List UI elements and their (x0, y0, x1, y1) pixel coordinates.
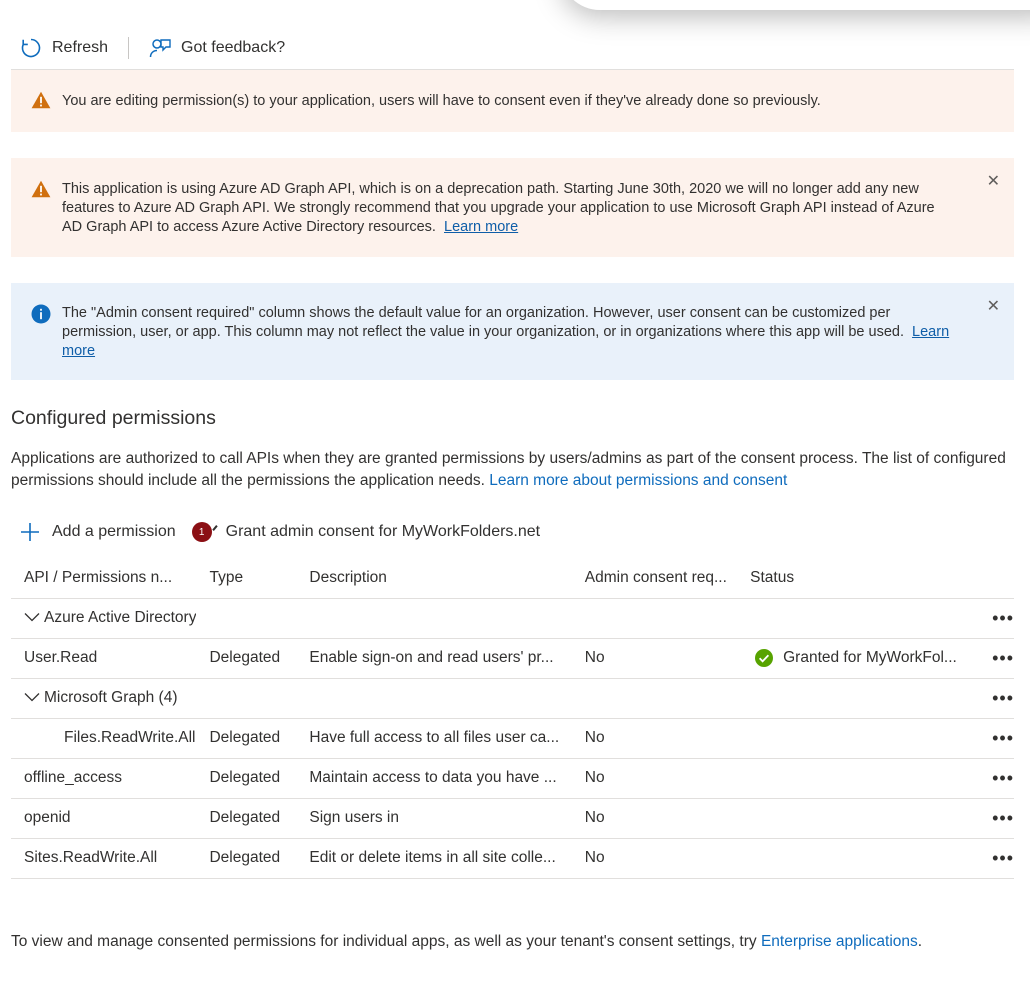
chevron-down-icon (24, 609, 40, 627)
warning-icon (31, 180, 51, 204)
status-text: Granted for MyWorkFol... (783, 649, 957, 666)
column-header-description[interactable]: Description (296, 558, 571, 598)
permission-status (737, 798, 957, 838)
permission-status (737, 758, 957, 798)
permission-type: Delegated (196, 758, 296, 798)
permission-name-link[interactable]: offline_access (11, 758, 196, 798)
table-row (11, 798, 1014, 838)
admin-consent-info-content (62, 304, 954, 361)
permission-name-link[interactable]: Sites.ReadWrite.All (11, 838, 196, 878)
admin-consent-info-banner (11, 283, 1014, 380)
admin-consent-required: No (572, 838, 737, 878)
chevron-down-icon (24, 689, 40, 707)
permission-type: Delegated (196, 798, 296, 838)
info-icon (31, 304, 51, 330)
permissions-table (11, 558, 1014, 879)
footer-period: . (917, 933, 923, 950)
check-circle-icon (755, 649, 773, 667)
footer-note (11, 933, 922, 951)
editing-warning-banner (11, 70, 1014, 132)
column-header-type[interactable]: Type (196, 558, 296, 598)
group-name: Microsoft Graph (4) (44, 689, 178, 707)
permission-description: Sign users in (296, 798, 571, 838)
admin-consent-required: No (572, 758, 737, 798)
table-row (11, 638, 1014, 678)
feedback-button[interactable] (149, 37, 285, 59)
section-title: Configured permissions (11, 407, 216, 429)
more-options-icon[interactable]: ••• (957, 718, 1014, 758)
panel-shadow (560, 0, 1030, 10)
column-header-admin-consent[interactable]: Admin consent req... (572, 558, 737, 598)
close-icon[interactable]: ✕ (986, 298, 1000, 315)
permission-actions (20, 518, 540, 546)
admin-consent-required: No (572, 638, 737, 678)
deprecation-warning-text: This application is using Azure AD Graph API, which is on a deprecation path. Starting June 30th, 2020 we will no longer add any new features to Azure AD Graph API. We strongly recommend that you upgrade your application to use Microsoft Graph API instead of Azure AD Graph API to access Azure Active Directory resources. (62, 181, 935, 235)
more-options-icon[interactable]: ••• (957, 838, 1014, 878)
feedback-label: Got feedback? (181, 39, 286, 56)
editing-warning-text: You are editing permission(s) to your application, users will have to consent even if they've already done so previously. (62, 93, 821, 109)
column-header-actions (957, 558, 1014, 598)
command-bar (20, 34, 285, 62)
group-row-azure-ad[interactable] (11, 598, 1014, 638)
permissions-learn-more-link[interactable]: Learn more about permissions and consent (489, 472, 788, 489)
permission-description: Maintain access to data you have ... (296, 758, 571, 798)
refresh-button[interactable] (20, 37, 108, 59)
more-options-icon[interactable]: ••• (957, 758, 1014, 798)
add-permission-label: Add a permission (52, 523, 176, 540)
enterprise-applications-link[interactable]: Enterprise applications (760, 933, 918, 950)
permission-description: Enable sign-on and read users' pr... (296, 638, 571, 678)
admin-consent-info-text: The "Admin consent required" column shows the default value for an organization. However, user consent can be customized per permission, user, or app. This column may not reflect the value in your organization, or in organizations where this app will be used. (62, 305, 904, 340)
permission-name-link[interactable]: Files.ReadWrite.All (11, 718, 196, 758)
column-header-status[interactable]: Status (737, 558, 957, 598)
permission-status (737, 718, 957, 758)
grant-admin-consent-button[interactable] (192, 522, 541, 542)
permission-type: Delegated (196, 838, 296, 878)
refresh-label: Refresh (52, 39, 109, 56)
section-description (11, 448, 1016, 492)
close-icon[interactable]: ✕ (986, 173, 1000, 190)
section-description-text: Applications are authorized to call APIs when they are granted permissions by users/admins as part of the consent process. The list of configured permissions should include all the permissions the application needs. (11, 450, 1006, 489)
step-badge: 1 (192, 522, 212, 542)
permission-type: Delegated (196, 638, 296, 678)
deprecation-warning-banner (11, 158, 1014, 257)
group-toggle[interactable] (11, 598, 196, 638)
permission-description: Have full access to all files user ca... (296, 718, 571, 758)
more-options-icon[interactable]: ••• (957, 638, 1014, 678)
warning-icon (31, 91, 51, 115)
admin-consent-learn-more-link[interactable]: Learn more (62, 324, 950, 359)
table-row (11, 838, 1014, 878)
admin-consent-required: No (572, 798, 737, 838)
grant-admin-consent-label: Grant admin consent for MyWorkFolders.net (225, 523, 541, 540)
plus-icon (20, 522, 40, 542)
permission-description: Edit or delete items in all site colle... (296, 838, 571, 878)
deprecation-learn-more-link[interactable]: Learn more (444, 219, 519, 235)
more-options-icon[interactable]: ••• (957, 598, 1014, 638)
permission-name-link[interactable]: User.Read (11, 638, 196, 678)
column-header-api[interactable]: API / Permissions n... (11, 558, 196, 598)
table-row (11, 718, 1014, 758)
deprecation-warning-content (62, 180, 954, 237)
group-row-microsoft-graph[interactable] (11, 678, 1014, 718)
table-header-row (11, 558, 1014, 598)
permission-status (737, 838, 957, 878)
more-options-icon[interactable]: ••• (957, 798, 1014, 838)
permission-type: Delegated (196, 718, 296, 758)
admin-consent-required: No (572, 718, 737, 758)
group-name: Azure Active Directory (44, 609, 197, 627)
more-options-icon[interactable]: ••• (957, 678, 1014, 718)
footer-text: To view and manage consented permissions for individual apps, as well as your tenant's consent settings, try (11, 933, 757, 950)
feedback-icon (149, 37, 171, 59)
toolbar-divider (128, 37, 129, 59)
permission-status (737, 638, 957, 678)
group-toggle[interactable] (11, 678, 196, 718)
add-permission-button[interactable] (20, 522, 176, 542)
permission-name-link[interactable]: openid (11, 798, 196, 838)
refresh-icon (20, 37, 42, 59)
table-row (11, 758, 1014, 798)
